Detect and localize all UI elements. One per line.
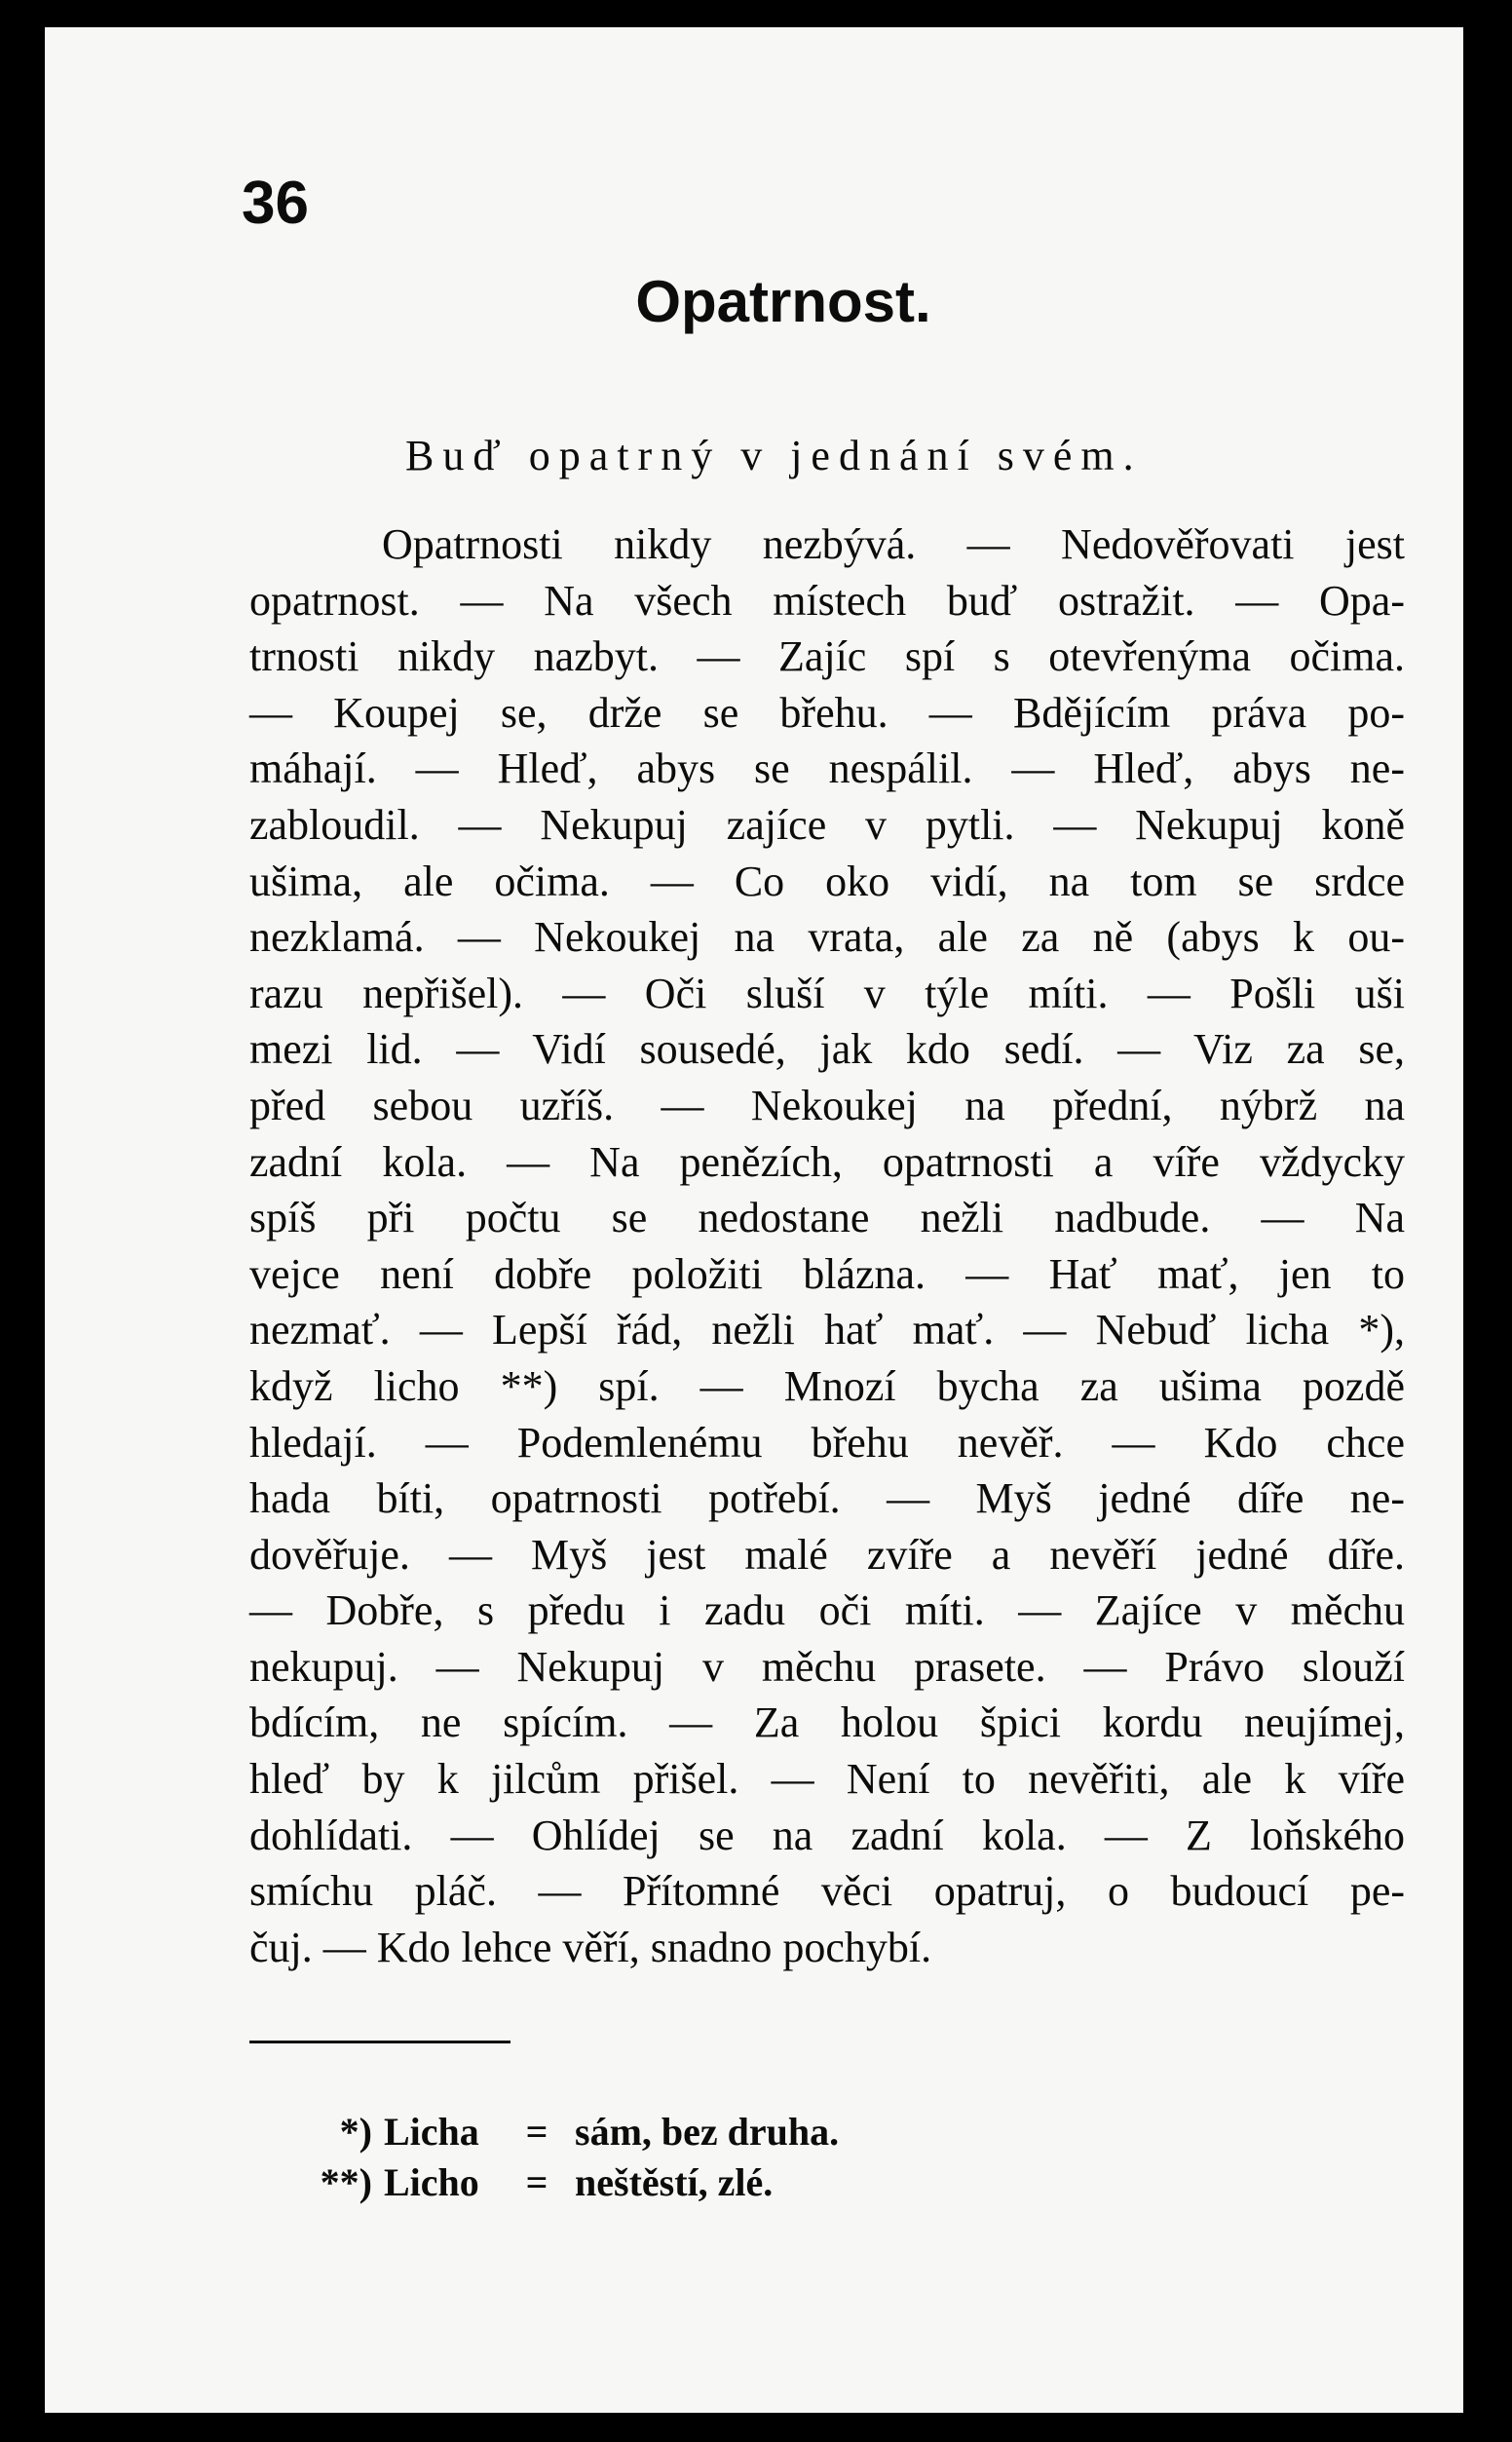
text-line: když licho **) spí. — Mnozí bycha za ušima pozdě (249, 1361, 1405, 1410)
page-number: 36 (242, 170, 309, 237)
text-line: hada bíti, opatrnosti potřebí. — Myš jedné díře ne- (249, 1474, 1405, 1523)
footnote-item (308, 2107, 839, 2157)
book-page (45, 27, 1463, 2413)
text-line: čuj. — Kdo lehce věří, snadno pochybí. (249, 1923, 932, 1971)
footnote-term: Licho (384, 2160, 479, 2204)
text-line: hledají. — Podemlenému břehu nevěř. — Kdo chce (249, 1418, 1405, 1467)
footnote-definition: neštěstí, zlé. (575, 2160, 774, 2204)
text-line: zabloudil. — Nekupuj zajíce v pytli. — Nekupuj koně (249, 800, 1405, 849)
body-paragraph (249, 516, 1405, 1975)
text-line: hleď by k jilcům přišel. — Není to nevěřiti, ale k víře (249, 1755, 1405, 1804)
text-line: nekupuj. — Nekupuj v měchu prasete. — Právo slouží (249, 1642, 1405, 1691)
text-line: vejce není dobře položiti blázna. — Hať mať, jen to (249, 1249, 1405, 1298)
text-line: mezi lid. — Vidí sousedé, jak kdo sedí. — Viz za se, (249, 1025, 1405, 1074)
text-line: — Dobře, s předu i zadu oči míti. — Zajíce v měchu (249, 1586, 1405, 1635)
text-line: máhají. — Hleď, abys se nespálil. — Hleď, abys ne- (249, 744, 1405, 793)
footnote-marker: *) (339, 2110, 372, 2154)
footnote-equals: = (525, 2160, 548, 2204)
text-line: opatrnost. — Na všech místech buď ostražit. — Opa- (249, 576, 1405, 625)
text-line: razu nepřišel). — Oči sluší v týle míti. — Pošli uši (249, 969, 1405, 1017)
text-line: před sebou uzříš. — Nekoukej na přední, nýbrž na (249, 1081, 1405, 1129)
text-line: zadní kola. — Na penězích, opatrnosti a víře vždycky (249, 1137, 1405, 1186)
footnote-equals: = (525, 2110, 548, 2154)
text-line: dověřuje. — Myš jest malé zvíře a nevěří jedné díře. (249, 1530, 1405, 1579)
text-line: Opatrnosti nikdy nezbývá. — Nedověřovati jest (382, 520, 1405, 568)
text-line: nezmať. — Lepší řád, nežli hať mať. — Nebuď licha *), (249, 1306, 1405, 1355)
chapter-title: Opatrnost. (635, 269, 931, 334)
text-line: smíchu pláč. — Přítomné věci opatruj, o budoucí pe- (249, 1867, 1405, 1916)
text-line: ušima, ale očima. — Co oko vidí, na tom se srdce (249, 857, 1405, 905)
text-line: trnosti nikdy nazbyt. — Zajíc spí s otevřenýma očima. (249, 632, 1405, 681)
text-line: spíš při počtu se nedostane nežli nadbude. — Na (249, 1194, 1405, 1242)
text-line: bdícím, ne spícím. — Za holou špici kordu neujímej, (249, 1698, 1405, 1747)
footnote-marker: **) (320, 2160, 372, 2204)
footnote-divider (249, 2041, 510, 2043)
text-line: nezklamá. — Nekoukej na vrata, ale za ně (abys k ou- (249, 913, 1405, 962)
footnote-item (308, 2157, 839, 2208)
text-line: — Koupej se, drže se břehu. — Bdějícím práva po- (249, 688, 1405, 737)
footnotes (308, 2107, 839, 2208)
footnote-term: Licha (384, 2110, 479, 2154)
chapter-subtitle: Buď opatrný v jednání svém. (405, 432, 1143, 479)
footnote-definition: sám, bez druha. (575, 2110, 840, 2154)
text-line: dohlídati. — Ohlídej se na zadní kola. — Z loňského (249, 1811, 1405, 1859)
